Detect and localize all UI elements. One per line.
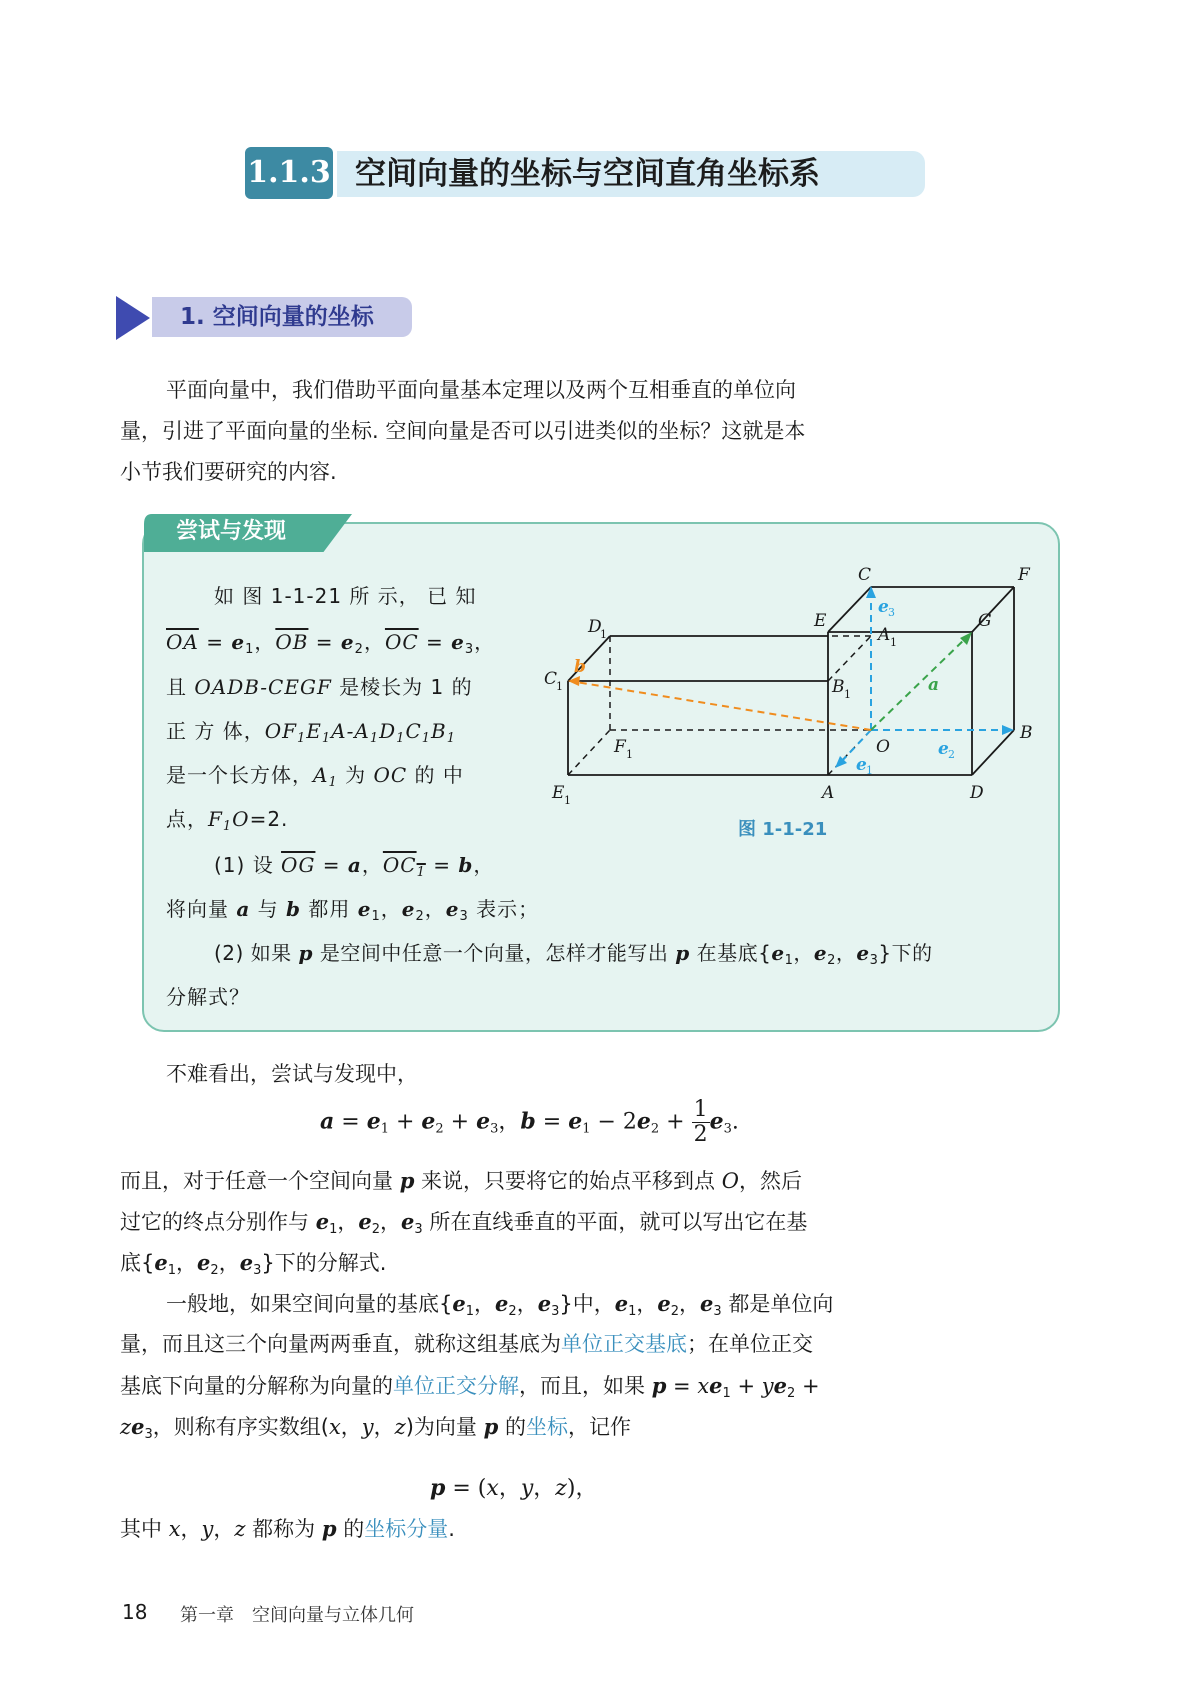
explore-line-1: 如 图 1-1-21 所 示， 已 知 — [214, 584, 477, 608]
subsection-arrow-icon — [116, 296, 156, 340]
body-para-4: 其中 x，y，z 都称为 p 的坐标分量. — [120, 1516, 455, 1541]
svg-text:a: a — [928, 675, 940, 695]
svg-text:G: G — [978, 611, 992, 631]
svg-text:1: 1 — [626, 748, 633, 761]
chapter-title: 第一章 空间向量与立体几何 — [180, 1605, 414, 1626]
body-para-3-line-2: 量，而且这三个向量两两垂直，就称这组基底为单位正交基底；在单位正交 — [120, 1332, 813, 1356]
svg-text:F: F — [614, 737, 626, 757]
term-orthonormal-decomposition: 单位正交分解 — [393, 1374, 519, 1398]
svg-text:1: 1 — [844, 688, 851, 701]
body-para-3-line-3: 基底下向量的分解称为向量的单位正交分解，而且，如果 $p = xe_1 + ye_2$ + — [120, 1373, 820, 1401]
section-number: 1.1.3 — [245, 147, 333, 199]
explore-question-1-cont: 将向量 a 与 b 都用 $e_1$，$e_2$，$e_3$ 表示； — [166, 897, 540, 924]
svg-text:E: E — [552, 783, 565, 803]
body-para-2-line-3: 底{$e_1$，$e_2$，$e_3$}下的分解式. — [120, 1250, 387, 1278]
svg-text:D: D — [588, 617, 602, 637]
term-coordinate-components: 坐标分量 — [364, 1517, 449, 1541]
subsection-title: 1. 空间向量的坐标 — [180, 304, 374, 330]
intro-line-3: 小节我们要研究的内容. — [120, 460, 337, 484]
body-para-2-line-2: 过它的终点分别作与 $e_1$，$e_2$，$e_3$ 所在直线垂直的平面，就可以写出它在基 — [120, 1209, 808, 1237]
explore-line-4: 正 方 体，$OF_1E_1A-A_1D_1C_1B_1$ — [166, 719, 457, 746]
svg-text:A: A — [822, 783, 835, 803]
formula-a-b: $a = e_1 + e_2 + e_3$，$b = e_1 - 2e_2$ + $\frac{1}{2}$ $e_3$. — [320, 1097, 739, 1147]
svg-text:D: D — [970, 783, 984, 803]
explore-line-5: 是一个长方体，$A_1$ 为 OC 的 中 — [166, 763, 464, 790]
svg-text:O: O — [876, 737, 890, 757]
section-title: 空间向量的坐标与空间直角坐标系 — [355, 156, 820, 192]
svg-text:B: B — [1020, 723, 1033, 743]
intro-line-1: 平面向量中，我们借助平面向量基本定理以及两个互相垂直的单位向 — [166, 378, 796, 402]
svg-text:1: 1 — [600, 628, 607, 641]
explore-label: 尝试与发现 — [176, 519, 287, 544]
figure-1-1-21 — [518, 566, 1038, 816]
svg-text:e: e — [856, 755, 867, 775]
figure-caption: 图 1-1-21 — [738, 819, 828, 840]
formula-p-coordinates: p = (x，y，z)， — [430, 1475, 598, 1501]
svg-text:C: C — [858, 566, 872, 585]
term-coordinates: 坐标 — [525, 1415, 568, 1439]
explore-question-2: (2) 如果 p 是空间中任意一个向量，怎样才能写出 p 在基底{$e_1$，$e_2$，$e_3$}下的 — [214, 941, 933, 968]
svg-text:2: 2 — [948, 748, 955, 761]
term-orthonormal-basis: 单位正交基底 — [561, 1332, 687, 1356]
explore-line-6: 点，$F_1O=2$. — [166, 807, 289, 834]
explore-question-1: (1) 设 $\overline{OG} = a$，$OC_1 = b$， — [214, 853, 495, 880]
svg-text:E: E — [814, 611, 827, 631]
svg-text:C: C — [544, 669, 558, 689]
body-para-1: 不难看出，尝试与发现中， — [166, 1062, 418, 1086]
explore-line-2: $\overline{OA} = e_1$，$\overline{OB} = e_2$，$\overline{OC} = e_3$， — [166, 630, 496, 657]
svg-text:b: b — [574, 657, 586, 677]
svg-text:e: e — [938, 739, 949, 759]
svg-text:1: 1 — [556, 680, 563, 693]
body-para-3-line-4: $ze_3$，则称有序实数组(x，y，z)为向量 p 的坐标，记作 — [120, 1414, 631, 1442]
svg-text:1: 1 — [564, 794, 571, 807]
svg-text:3: 3 — [888, 606, 895, 619]
svg-text:A: A — [878, 625, 891, 645]
svg-text:1: 1 — [866, 764, 873, 777]
svg-text:B: B — [832, 677, 845, 697]
section-banner — [245, 147, 925, 199]
svg-text:1: 1 — [890, 636, 897, 649]
body-para-2-line-1: 而且，对于任意一个空间向量 p 来说，只要将它的始点平移到点 O，然后 — [120, 1168, 802, 1193]
page-number: 18 — [122, 1600, 148, 1624]
svg-text:e: e — [878, 597, 889, 617]
body-para-3-line-1: 一般地，如果空间向量的基底{$e_1$，$e_2$，$e_3$}中，$e_1$，$e_2$，$e_3$ 都是单位向 — [166, 1291, 834, 1319]
explore-question-2-cont: 分解式？ — [166, 985, 250, 1009]
explore-line-3: 且 OADB-CEGF 是棱长为 1 的 — [166, 675, 473, 699]
svg-text:F: F — [1018, 566, 1030, 585]
intro-line-2: 量，引进了平面向量的坐标. 空间向量是否可以引进类似的坐标？这就是本 — [120, 419, 806, 443]
